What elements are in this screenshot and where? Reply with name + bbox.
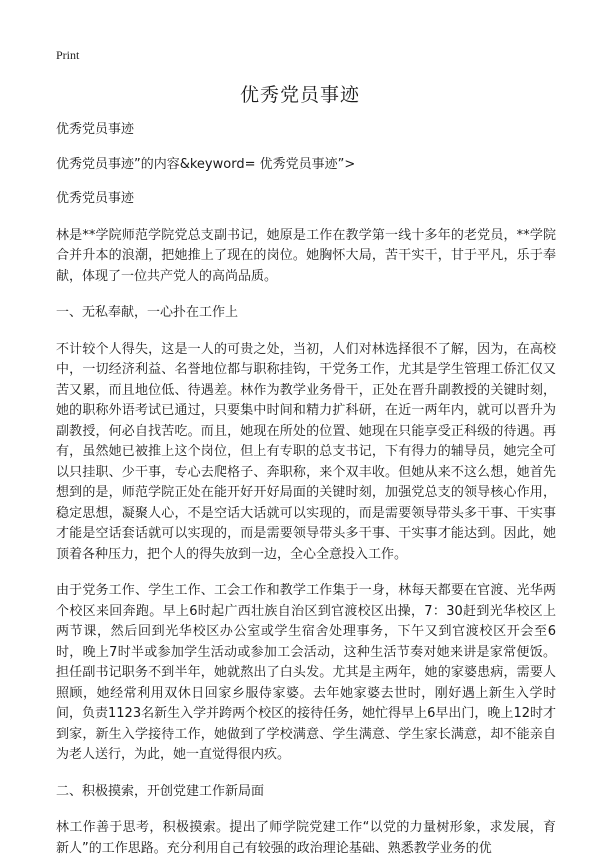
page-title: 优秀党员事迹 (239, 84, 360, 106)
section-1-paragraph-2: 由于党务工作、学生工作、工会工作和教学工作集于一身，林每天都要在官渡、光华两个校区来回奔跑。早上6时起广西壮族自治区到官渡校区出操，7：30赶到光华校区上两节课，然后回到光华校区办公室或学生宿舍处理事务，下午又到官渡校区开会至6时，晚上7时半或参加学生活动或参加工会活动，这种生活节奏对她来讲是家常便饭。担任副书记职务不到半年，她就熬出了白头发。尤其是主两年，她的家婆患病，需要人照顾，她经常利用双休日回家乡服侍家婆。去年她家婆去世时，刚好遇上新生入学时间，负责1123名新生入学并跨两个校区的接待任务，她忙得早上6早出门，晚上12时才到家，新生入学接待工作，她做到了学校满意、学生满意、学生家长满意，却不能亲自为老人送行，为此，她一直觉得很内疚。 (56, 583, 556, 762)
print-link[interactable]: Print (56, 48, 80, 62)
section-2-paragraph-1: 林工作善于思考，积极摸索。提出了师学院党建工作“以党的力量树形象，求发展，育新人”的工作思路。充分利用自己有较强的政治理论基础、熟悉教学业务的优 (56, 820, 556, 856)
intro-paragraph: 林是**学院师范学院党总支副书记，她原是工作在教学第一线十多年的老党员，**学院合并升本的浪潮，把她推上了现在的岗位。她胸怀大局，苦干实干，甘于平凡，乐于奉献，体现了一位共产党人的高尚品质。 (56, 227, 556, 284)
subtitle-line-1: 优秀党员事迹 (56, 122, 135, 137)
section-1-paragraph-1: 不计较个人得失，这是一人的可贵之处，当初，人们对林选择很不了解，因为，在高校中，一切经济利益、名誉地位都与职称挂钩，干党务工作，尤其是学生管理工侨汇仅又苦又累，而且地位低、待遇差。林作为教学业务骨干，正处在晋升副教授的关键时刻，她的职称外语考试已通过，只要集中时间和精力扩科研，在近一两年内，就可以晋升为副教授，何必自找苦吃。而且，她现在所处的位置、她现在只能享受正科级的待遇。再有，虽然她已被推上这个岗位，但上有专职的总支书记，下有得力的辅导员，她完全可以只挂职、少干事，专心去爬格子、奔职称，来个双丰收。但她从来不这么想，她首先想到的是，师范学院正处在能开好开好局面的关键时刻，加强党总支的领导核心作用，稳定思想，凝聚人心，不是空话大话就可以实现的，而是需要领导带头多干事、干实事才能是空话套话就可以实现的，而是需要领导带头多干事、干实事才能达到。因此，她顶着各种压力，把个人的得失放到一边，全心全意投入工作。 (56, 341, 556, 562)
document-body (56, 120, 556, 859)
subtitle-line-2: 优秀党员事迹”的内容&keyword= 优秀党员事迹”> (56, 156, 356, 172)
section-1-heading: 一、无私奉献，一心扑在工作上 (56, 305, 239, 320)
section-2-heading: 二、积极摸索，开创党建工作新局面 (56, 783, 265, 799)
subtitle-line-3: 优秀党员事迹 (56, 191, 135, 206)
